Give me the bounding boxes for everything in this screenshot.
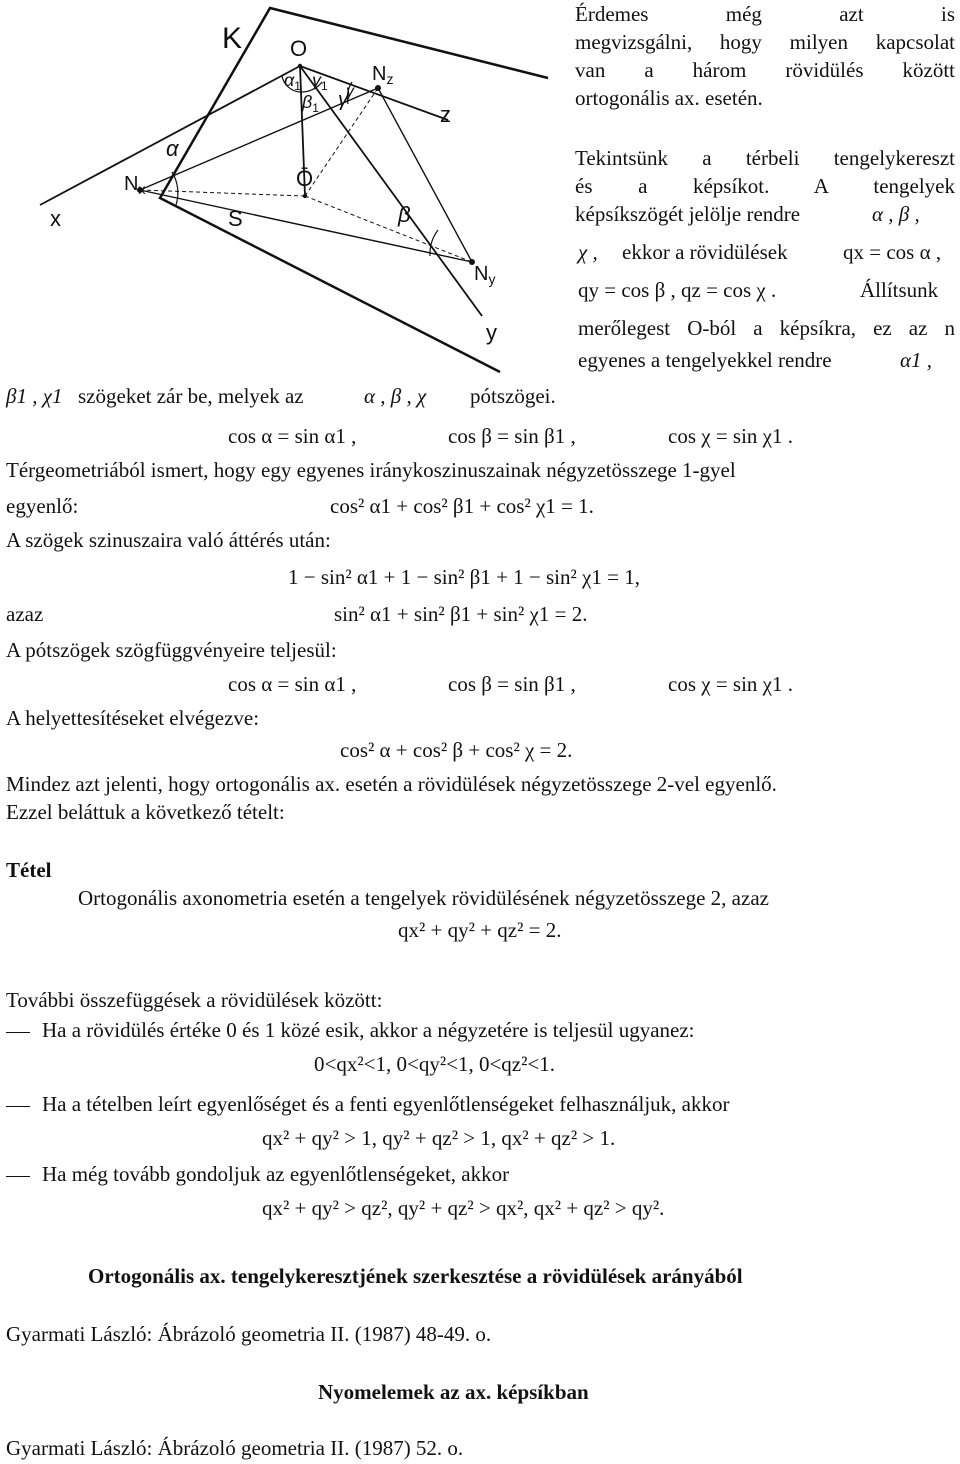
reference: Gyarmati László: Ábrázoló geometria II. (1987) 48-49. o. bbox=[6, 1322, 492, 1346]
theorem-equation: qx² + qy² + qz² = 2. bbox=[398, 918, 562, 942]
qy-qz-formula: qy = cos β , qz = cos χ . bbox=[578, 278, 777, 302]
para-line: Tekintsünk a térbeli tengelykereszt bbox=[575, 146, 955, 170]
list-item: Ha még tovább gondoljuk az egyenlőtlenségeket, akkor bbox=[42, 1162, 510, 1186]
equation: cos α = sin α1 , bbox=[228, 424, 357, 448]
intro-line: megvizsgálni, hogy milyen kapcsolat bbox=[575, 30, 955, 54]
point-obar bbox=[303, 194, 307, 198]
para-line: A szögek szinuszaira való áttérés után: bbox=[6, 528, 331, 552]
para-line: Mindez azt jelenti, hogy ortogonális ax. esetén a rövidülések négyzetösszege 2-vel egyenlő. bbox=[6, 772, 777, 796]
beta-arc bbox=[430, 230, 438, 256]
para-line: A pótszögek szögfüggvényeire teljesül: bbox=[6, 638, 337, 662]
nx-ny-line bbox=[140, 190, 472, 262]
label-z: z bbox=[440, 102, 451, 127]
angle-list: α , β , bbox=[872, 202, 920, 226]
section-heading: Ortogonális ax. tengelykeresztjének szerkesztése a rövidülések arányából bbox=[88, 1264, 743, 1288]
para-line: ekkor a rövidülések bbox=[622, 240, 788, 264]
equation: cos² α1 + cos² β1 + cos² χ1 = 1. bbox=[330, 494, 594, 518]
equation: cos χ = sin χ1 . bbox=[668, 424, 793, 448]
bullet-dash bbox=[6, 1176, 30, 1177]
angle-list: α , β , χ bbox=[364, 384, 427, 408]
label-ny: $N_y$ bbox=[474, 263, 496, 287]
para-line: egyenlő: bbox=[6, 494, 79, 518]
point-o bbox=[298, 64, 302, 68]
para-line: azaz bbox=[6, 602, 44, 626]
intro-line: Érdemes még azt is bbox=[575, 2, 955, 26]
label-y: y bbox=[486, 320, 497, 345]
theorem-text: Ortogonális axonometria esetén a tengelyek rövidülésének négyzetösszege 2, azaz bbox=[78, 886, 769, 910]
bullet-dash bbox=[6, 1106, 30, 1107]
para-line: Térgeometriából ismert, hogy egy egyenes iránykoszinuszainak négyzetösszege 1-gyel bbox=[6, 458, 736, 482]
alpha1-symbol: α1 , bbox=[900, 348, 933, 372]
beta1-chi1-symbols: β1 , χ1 bbox=[6, 384, 63, 408]
equation: qx² + qy² > qz², qy² + qz² > qx², qx² + qz² > qy². bbox=[262, 1196, 665, 1220]
label-k: K bbox=[222, 22, 243, 55]
image-plane-outline bbox=[160, 8, 548, 372]
equation: qx² + qy² > 1, qy² + qz² > 1, qx² + qz² > 1. bbox=[262, 1126, 616, 1150]
equation: sin² α1 + sin² β1 + sin² χ1 = 2. bbox=[334, 602, 588, 626]
label-nx: $N_x$ bbox=[124, 173, 146, 197]
para-line: merőlegest O-ból a képsíkra, ez az n bbox=[578, 316, 955, 340]
equation: cos β = sin β1 , bbox=[448, 672, 576, 696]
equation: 0<qx²<1, 0<qy²<1, 0<qz²<1. bbox=[314, 1052, 556, 1076]
reference: Gyarmati László: Ábrázoló geometria II. (1987) 52. o. bbox=[6, 1436, 464, 1460]
label-beta: β bbox=[398, 202, 411, 227]
equation: 1 − sin² α1 + 1 − sin² β1 + 1 − sin² χ1 = 1, bbox=[288, 565, 640, 589]
para-line: egyenes a tengelyekkel rendre bbox=[578, 348, 832, 372]
label-x: x bbox=[50, 206, 61, 231]
obar-ny-line bbox=[305, 196, 472, 262]
label-beta1: $\beta_1$ bbox=[302, 92, 319, 115]
label-alpha: α bbox=[166, 136, 179, 161]
para-line: A helyettesítéseket elvégezve: bbox=[6, 706, 260, 730]
para-line: és a képsíkot. A tengelyek bbox=[575, 174, 955, 198]
list-item: Ha a rövidülés értéke 0 és 1 közé esik, akkor a négyzetére is teljesül ugyanez: bbox=[42, 1018, 695, 1042]
nz-ny-line bbox=[378, 88, 472, 262]
chi-symbol: χ , bbox=[578, 240, 598, 264]
intro-line: van a három rövidülés között bbox=[575, 58, 955, 82]
intro-line: ortogonális ax. esetén. bbox=[575, 86, 763, 110]
equation: cos α = sin α1 , bbox=[228, 672, 357, 696]
qx-formula: qx = cos α , bbox=[843, 240, 942, 264]
list-item: Ha a tételben leírt egyenlőséget és a fenti egyenlőtlenségeket felhasználjuk, akkor bbox=[42, 1092, 730, 1116]
axonometry-diagram bbox=[0, 0, 560, 390]
label-gamma-mid: γ bbox=[346, 83, 354, 100]
label-o-bar: Ō bbox=[296, 166, 314, 191]
section-heading: Nyomelemek az ax. képsíkban bbox=[318, 1380, 589, 1404]
point-nz bbox=[375, 85, 381, 91]
para-line: Állítsunk bbox=[860, 278, 939, 302]
y-axis-line bbox=[300, 66, 482, 316]
label-alpha1: $\alpha_1$ bbox=[284, 70, 301, 93]
para-line: képsíkszögét jelölje rendre bbox=[575, 202, 801, 226]
label-nz: $N_z$ bbox=[372, 63, 394, 87]
label-gamma: γ bbox=[338, 89, 348, 111]
bullet-dash bbox=[6, 1032, 30, 1033]
equation: cos β = sin β1 , bbox=[448, 424, 576, 448]
label-o: O bbox=[290, 36, 308, 61]
para-line: pótszögei. bbox=[470, 384, 556, 408]
para-line: Ezzel beláttuk a következő tételt: bbox=[6, 800, 285, 824]
theorem-title: Tétel bbox=[6, 858, 52, 882]
equation: cos² α + cos² β + cos² χ = 2. bbox=[340, 738, 573, 762]
para-line: szögeket zár be, melyek az bbox=[78, 384, 304, 408]
label-s: S bbox=[228, 206, 243, 231]
para-line: További összefüggések a rövidülések között: bbox=[6, 988, 383, 1012]
label-gamma1: $\gamma_1$ bbox=[312, 70, 328, 93]
equation: cos χ = sin χ1 . bbox=[668, 672, 793, 696]
